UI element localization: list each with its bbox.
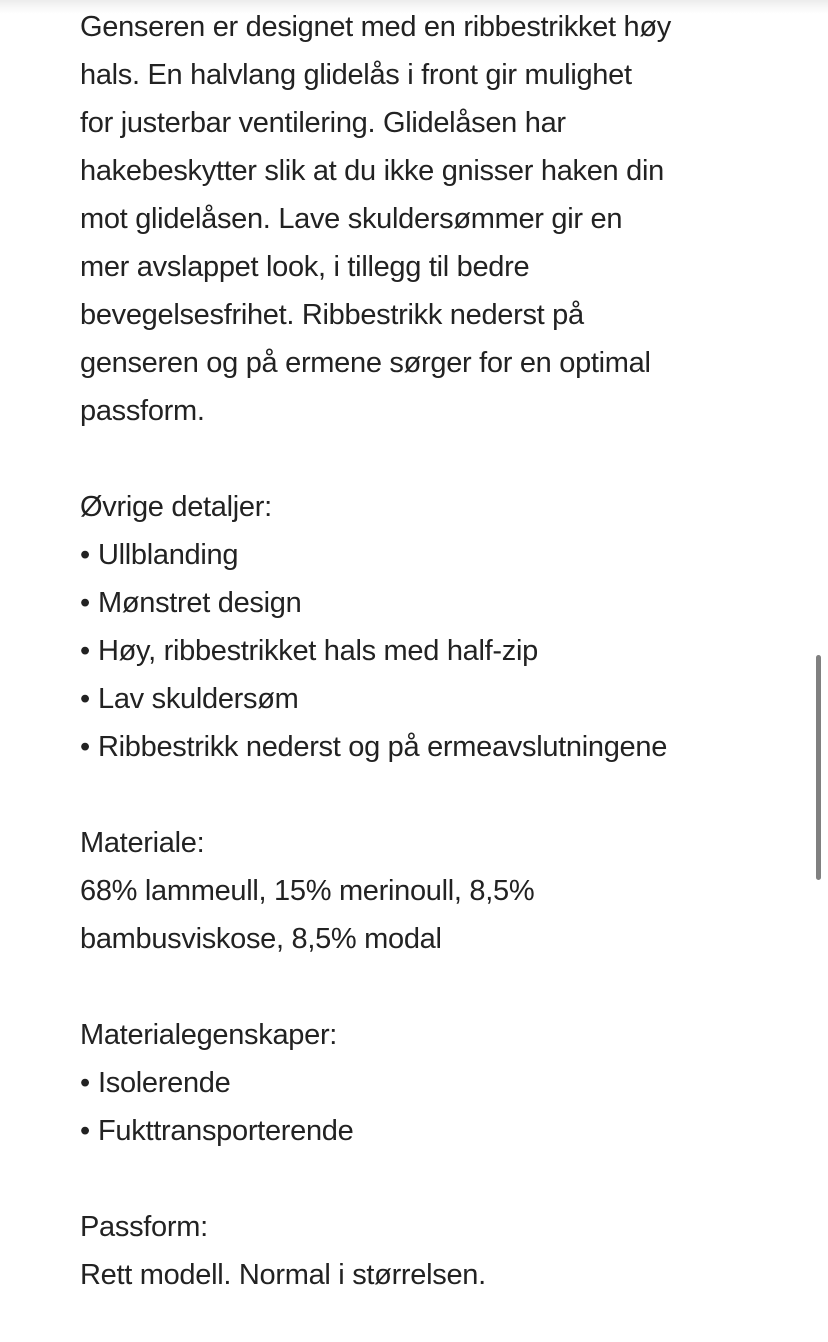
material-property-label: Isolerende: [98, 1067, 231, 1099]
material-line: 68% lammeull, 15% merinoull, 8,5%: [80, 875, 535, 907]
description-line: Genseren er designet med en ribbestrikket høy: [80, 11, 671, 43]
description-line: mer avslappet look, i tillegg til bedre: [80, 251, 530, 283]
description-line: mot glidelåsen. Lave skuldersømmer gir en: [80, 203, 623, 235]
product-description: [80, 3, 780, 1299]
description-line: bevegelsesfrihet. Ribbestrikk nederst på: [80, 299, 584, 331]
material-property-item: [80, 1107, 780, 1155]
details-item-label: Høy, ribbestrikket hals med half-zip: [98, 635, 538, 667]
spacer: [80, 1155, 780, 1203]
material-line: bambusviskose, 8,5% modal: [80, 923, 442, 955]
details-item: [80, 531, 780, 579]
details-item-label: Lav skuldersøm: [98, 683, 299, 715]
description-line: hakebeskytter slik at du ikke gnisser haken din: [80, 155, 664, 187]
spacer: [80, 963, 780, 1011]
fit-section: [80, 1203, 780, 1299]
details-item: [80, 723, 780, 771]
details-item: [80, 675, 780, 723]
material-property-item: [80, 1059, 780, 1107]
material-properties-section: [80, 1011, 780, 1155]
description-line: genseren og på ermene sørger for en optimal: [80, 347, 651, 379]
details-item-label: Ribbestrikk nederst og på ermeavslutningene: [98, 731, 668, 763]
spacer: [80, 435, 780, 483]
details-item: [80, 627, 780, 675]
description-line: passform.: [80, 395, 205, 427]
fit-text: Rett modell. Normal i størrelsen.: [80, 1259, 486, 1291]
description-line: for justerbar ventilering. Glidelåsen har: [80, 107, 566, 139]
material-section: [80, 819, 780, 963]
details-heading: Øvrige detaljer:: [80, 491, 272, 523]
material-property-label: Fukttransporterende: [98, 1115, 354, 1147]
description-line: hals. En halvlang glidelås i front gir mulighet: [80, 59, 632, 91]
material-properties-heading: Materialegenskaper:: [80, 1019, 338, 1051]
fit-heading: Passform:: [80, 1211, 208, 1243]
material-heading: Materiale:: [80, 827, 205, 859]
vertical-scrollbar-thumb[interactable]: [816, 655, 821, 880]
details-item-label: Ullblanding: [98, 539, 239, 571]
details-section: [80, 483, 780, 771]
details-item: [80, 579, 780, 627]
spacer: [80, 771, 780, 819]
description-paragraph: [80, 3, 780, 435]
details-item-label: Mønstret design: [98, 587, 302, 619]
